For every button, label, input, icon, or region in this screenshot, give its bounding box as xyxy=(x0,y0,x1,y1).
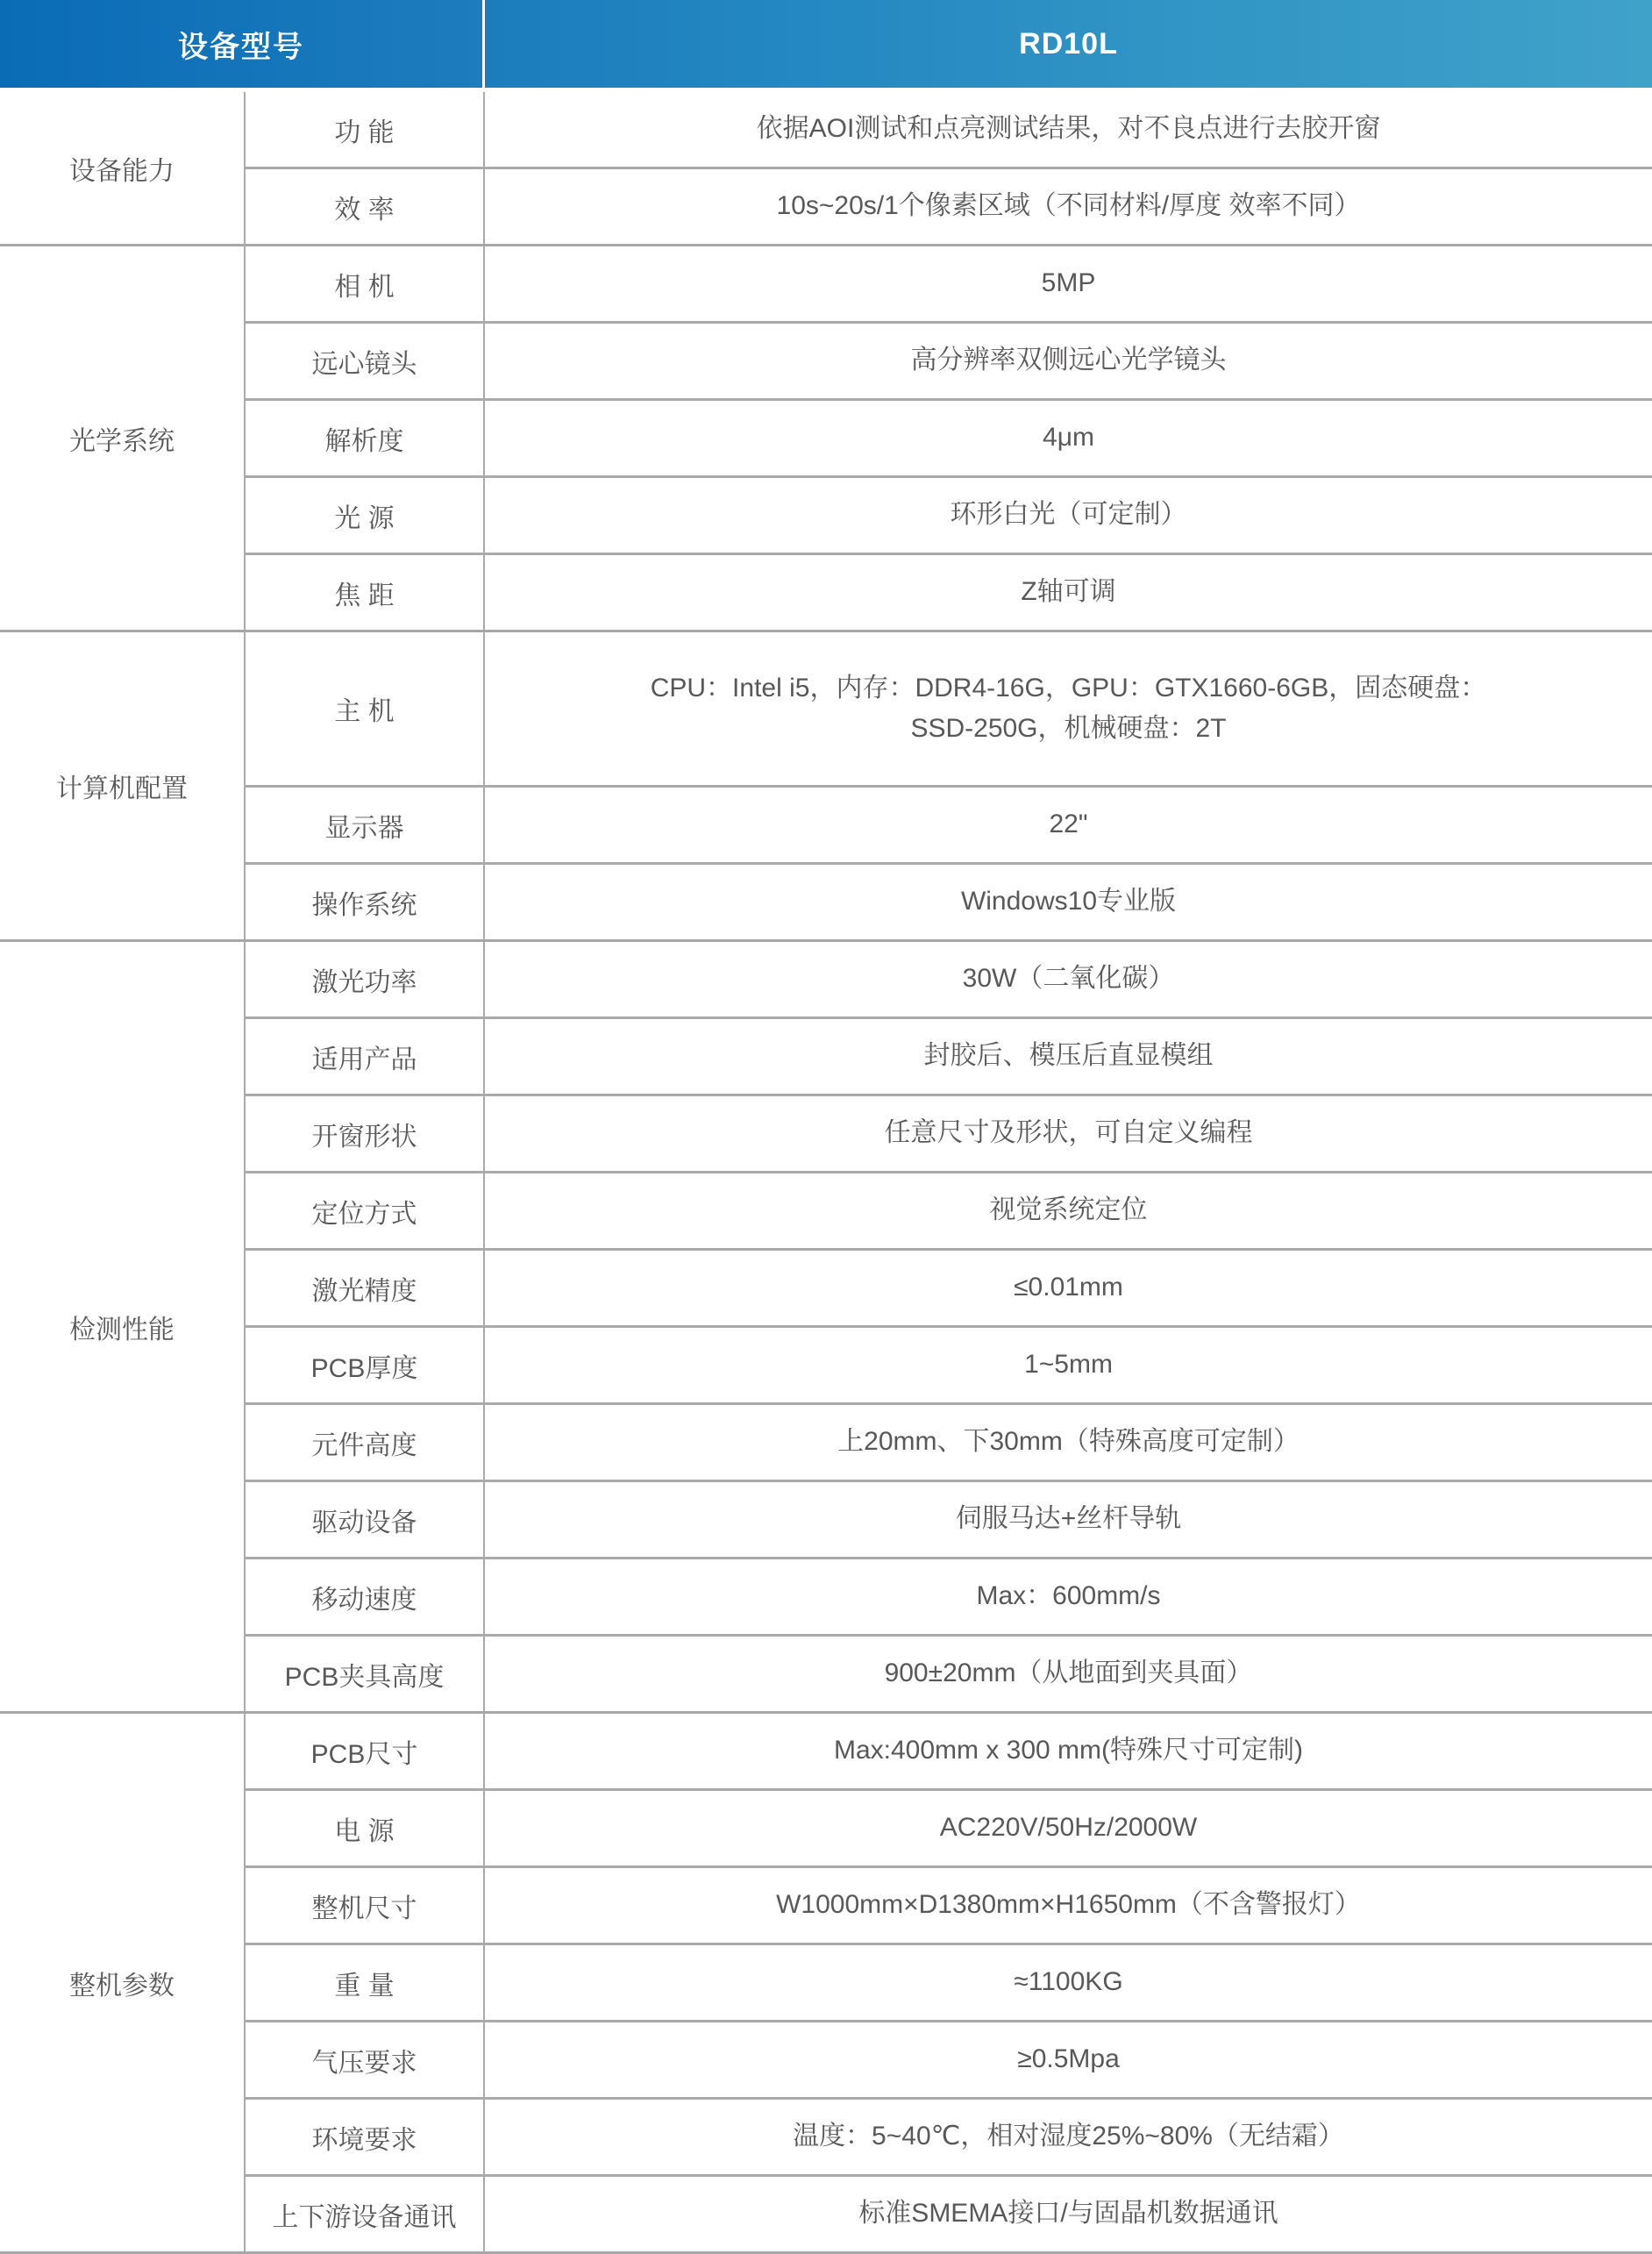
spec-row xyxy=(246,1096,1652,1173)
group-label: 计算机配置 xyxy=(0,632,246,939)
group-rows xyxy=(246,1714,1652,2251)
group-rows xyxy=(246,942,1652,1711)
spec-row-value: 依据AOI测试和点亮测试结果，对不良点进行去胶开窗 xyxy=(756,114,1381,144)
spec-row-value: 5MP xyxy=(1041,268,1096,298)
spec-row-value: 4μm xyxy=(1043,423,1094,453)
spec-row xyxy=(246,555,1652,630)
spec-row-label: 相 机 xyxy=(246,246,485,321)
spec-row xyxy=(246,1173,1652,1251)
spec-row-label: 功 能 xyxy=(246,92,485,167)
spec-row xyxy=(246,942,1652,1019)
group-rows xyxy=(246,632,1652,939)
spec-row-label: 上下游设备通讯 xyxy=(246,2177,485,2251)
group-label: 设备能力 xyxy=(0,92,246,244)
spec-row-value: 上20mm、下30mm（特殊高度可定制） xyxy=(837,1427,1300,1457)
spec-row-value: 封胶后、模压后直显模组 xyxy=(923,1041,1214,1071)
spec-row-label: 解析度 xyxy=(246,401,485,475)
spec-row-label: 适用产品 xyxy=(246,1019,485,1094)
spec-row-value: ≤0.01mm xyxy=(1014,1273,1123,1302)
spec-row xyxy=(246,478,1652,555)
group-label: 整机参数 xyxy=(0,1714,246,2251)
spec-row xyxy=(246,1945,1652,2022)
spec-row xyxy=(246,1714,1652,1791)
spec-row xyxy=(246,1868,1652,1945)
spec-row-value: 1~5mm xyxy=(1024,1350,1113,1380)
spec-row-label: 电 源 xyxy=(246,1791,485,1865)
spec-row-value: Max：600mm/s xyxy=(976,1581,1161,1611)
spec-row-value: ≥0.5Mpa xyxy=(1017,2044,1120,2074)
spec-row-value: Max:400mm x 300 mm(特殊尺寸可定制) xyxy=(833,1736,1304,1765)
spec-row-value-line2: SSD-250G，机械硬盘：2T xyxy=(910,714,1227,743)
header-model-value: RD10L xyxy=(1019,26,1118,61)
spec-row-label: 操作系统 xyxy=(246,865,485,939)
spec-row-value: AC220V/50Hz/2000W xyxy=(939,1813,1198,1843)
group-rows xyxy=(246,246,1652,630)
spec-row xyxy=(246,1791,1652,1868)
group-rows xyxy=(246,92,1652,244)
group-label: 检测性能 xyxy=(0,942,246,1711)
spec-row-label: 效 率 xyxy=(246,169,485,244)
spec-row-value: 30W（二氧化碳） xyxy=(962,964,1175,994)
spec-row-label: 激光功率 xyxy=(246,942,485,1016)
spec-row-value: 900±20mm（从地面到夹具面） xyxy=(884,1658,1253,1688)
spec-row xyxy=(246,246,1652,324)
spec-row-label: 焦 距 xyxy=(246,555,485,630)
spec-row-value: 任意尺寸及形状，可自定义编程 xyxy=(884,1118,1253,1148)
spec-row-value-line1: CPU：Intel i5，内存：DDR4-16G，GPU：GTX1660-6GB，固态硬盘： xyxy=(650,673,1487,703)
spec-row xyxy=(246,324,1652,401)
spec-row xyxy=(246,2022,1652,2100)
spec-row xyxy=(246,1559,1652,1637)
group-detection-performance xyxy=(0,942,1652,1714)
group-computer-config xyxy=(0,632,1652,942)
spec-row-value: 环形白光（可定制） xyxy=(950,500,1187,530)
spec-row xyxy=(246,1251,1652,1328)
header-model-label: 设备型号 xyxy=(0,0,485,88)
spec-row-label: 整机尺寸 xyxy=(246,1868,485,1943)
spec-row-value: Windows10专业版 xyxy=(960,887,1177,917)
table-header xyxy=(0,0,1652,88)
group-device-capability xyxy=(0,92,1652,246)
spec-row xyxy=(246,1328,1652,1405)
spec-row-label: 主 机 xyxy=(246,632,485,785)
spec-row xyxy=(246,92,1652,169)
spec-row-label: PCB厚度 xyxy=(246,1328,485,1402)
group-machine-parameters xyxy=(0,1714,1652,2254)
spec-row-label: 重 量 xyxy=(246,1945,485,2020)
spec-row xyxy=(246,1482,1652,1559)
spec-row-label: PCB尺寸 xyxy=(246,1714,485,1788)
spec-row xyxy=(246,788,1652,865)
spec-row xyxy=(246,865,1652,939)
spec-row-value: 10s~20s/1个像素区域（不同材料/厚度 效率不同） xyxy=(776,191,1361,221)
spec-row-value: 视觉系统定位 xyxy=(989,1195,1148,1225)
spec-row-label: 开窗形状 xyxy=(246,1096,485,1171)
group-label: 光学系统 xyxy=(0,246,246,630)
spec-row xyxy=(246,401,1652,478)
spec-row xyxy=(246,1019,1652,1096)
spec-row xyxy=(246,1637,1652,1711)
spec-row xyxy=(246,2100,1652,2177)
spec-row-value xyxy=(485,632,1652,785)
spec-row-value: ≈1100KG xyxy=(1014,1967,1123,1997)
spec-row xyxy=(246,1405,1652,1482)
spec-row-label: 移动速度 xyxy=(246,1559,485,1634)
spec-row-value: 标准SMEMA接口/与固晶机数据通讯 xyxy=(858,2199,1278,2229)
spec-row-label: PCB夹具高度 xyxy=(246,1637,485,1711)
spec-row xyxy=(246,632,1652,788)
spec-row-label: 光 源 xyxy=(246,478,485,553)
spec-row-label: 环境要求 xyxy=(246,2100,485,2174)
spec-row-value: W1000mm×D1380mm×H1650mm（不含警报灯） xyxy=(776,1890,1361,1920)
spec-row-label: 元件高度 xyxy=(246,1405,485,1480)
spec-row-label: 远心镜头 xyxy=(246,324,485,398)
group-optical-system xyxy=(0,246,1652,632)
spec-row-value: 伺服马达+丝杆导轨 xyxy=(955,1504,1182,1534)
spec-row xyxy=(246,2177,1652,2251)
spec-row-label: 驱动设备 xyxy=(246,1482,485,1557)
spec-row-value: Z轴可调 xyxy=(1021,577,1116,607)
spec-row-label: 定位方式 xyxy=(246,1173,485,1248)
spec-row-value: 温度：5~40℃，相对湿度25%~80%（无结霜） xyxy=(793,2122,1344,2151)
spec-row-label: 显示器 xyxy=(246,788,485,862)
spec-row xyxy=(246,169,1652,244)
spec-row-label: 激光精度 xyxy=(246,1251,485,1325)
spec-row-value: 高分辨率双侧远心光学镜头 xyxy=(910,346,1227,375)
spec-row-value: 22" xyxy=(1049,810,1088,839)
spec-row-label: 气压要求 xyxy=(246,2022,485,2097)
